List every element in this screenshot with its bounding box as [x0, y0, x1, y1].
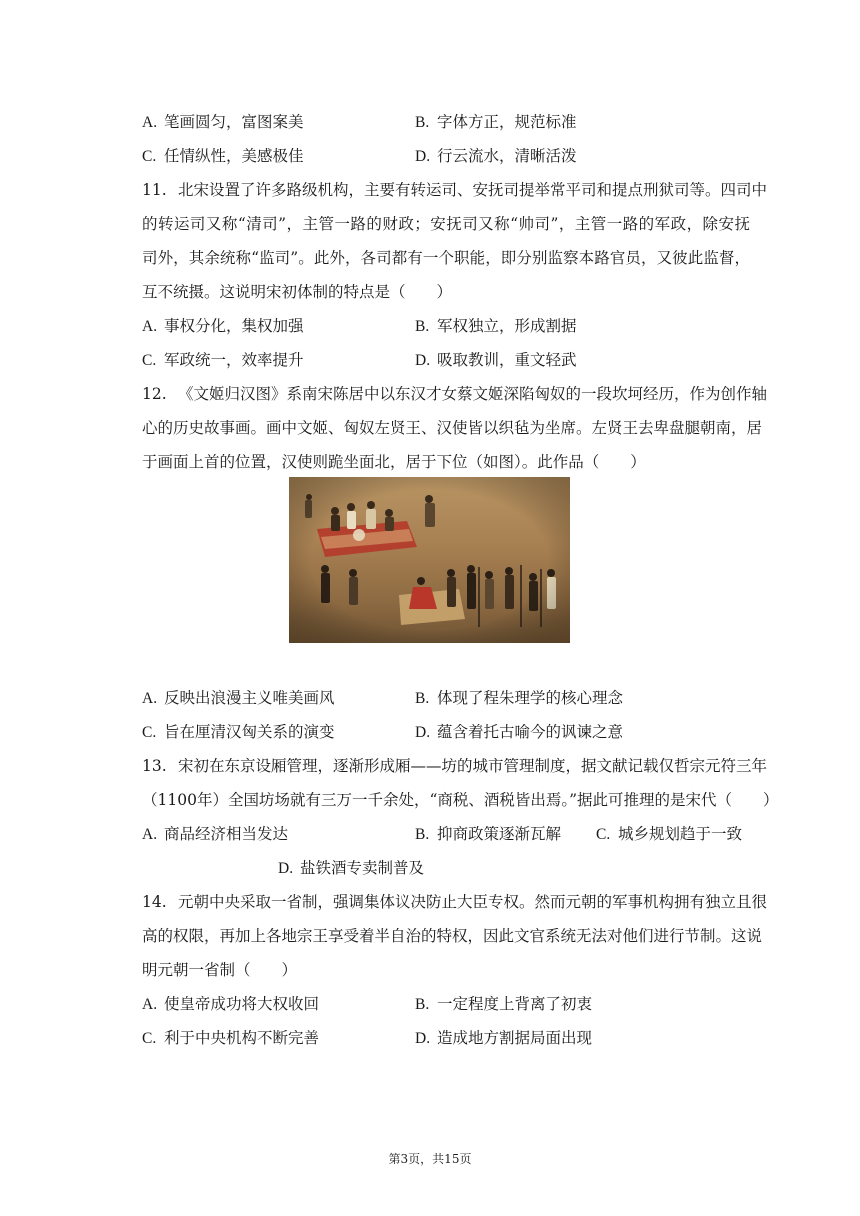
q13-option-a[interactable]: A. 商品经济相当发达: [142, 825, 289, 843]
q11-option-a[interactable]: A. 事权分化，集权加强: [142, 317, 304, 335]
q12-option-a[interactable]: A. 反映出浪漫主义唯美画风: [142, 689, 335, 707]
q13-option-d[interactable]: D. 盐铁酒专卖制普及: [278, 859, 425, 877]
q12-stem-line-2: 心的历史故事画。画中文姬、匈奴左贤王、汉使皆以织毡为坐席。左贤王去卑盘腿朝南，居: [142, 419, 763, 437]
q11-option-b[interactable]: B. 军权独立，形成割据: [415, 317, 577, 335]
q14-stem-line-2: 高的权限，再加上各地宗王享受着半自治的特权，因此文官系统无法对他们进行节制。这说: [142, 927, 763, 945]
q12-option-b[interactable]: B. 体现了程朱理学的核心理念: [415, 689, 624, 707]
q10-option-c[interactable]: C. 任情纵性，美感极佳: [142, 147, 304, 165]
q10-option-d[interactable]: D. 行云流水，清晰活泼: [415, 147, 577, 165]
q14-option-c[interactable]: C. 利于中央机构不断完善: [142, 1029, 320, 1047]
q10-option-b[interactable]: B. 字体方正，规范标准: [415, 113, 577, 131]
q14-stem-line-3: 明元朝一省制（ ）: [142, 961, 298, 979]
q11-stem-line-3: 司外，其余统称“监司”。此外，各司都有一个职能，即分别监察本路官员，又彼此监督，: [142, 249, 750, 267]
q14-stem-line-1: 14. 元朝中央采取一省制，强调集体议决防止大臣专权。然而元朝的军事机构拥有独立且很: [142, 893, 768, 911]
q10-option-a[interactable]: A. 笔画圆匀，富图案美: [142, 113, 304, 131]
q12-stem-line-3: 于画面上首的位置，汉使则跪坐面北，居于下位（如图）。此作品（ ）: [142, 453, 646, 471]
q14-option-d[interactable]: D. 造成地方割据局面出现: [415, 1029, 593, 1047]
q14-option-a[interactable]: A. 使皇帝成功将大权收回: [142, 995, 320, 1013]
q12-option-d[interactable]: D. 蕴含着托古喻今的讽谏之意: [415, 723, 624, 741]
wenji-return-painting: [289, 477, 570, 643]
q11-stem-line-2: 的转运司又称“清司”，主管一路的财政；安抚司又称“帅司”，主管一路的军政，除安抚: [142, 215, 750, 233]
q13-option-c[interactable]: C. 城乡规划趋于一致: [596, 825, 743, 843]
q13-stem-line-1: 13. 宋初在东京设厢管理，逐渐形成厢——坊的城市管理制度，据文献记载仅哲宗元符三年: [142, 757, 768, 775]
q11-stem-line-4: 互不统摄。这说明宋初体制的特点是（ ）: [142, 283, 453, 301]
q12-option-c[interactable]: C. 旨在厘清汉匈关系的演变: [142, 723, 335, 741]
q12-stem-line-1: 12. 《文姬归汉图》系南宋陈居中以东汉才女蔡文姬深陷匈奴的一段坎坷经历，作为创作轴: [142, 385, 768, 403]
q11-option-d[interactable]: D. 吸取教训，重文轻武: [415, 351, 577, 369]
q13-option-b[interactable]: B. 抑商政策逐渐瓦解: [415, 825, 562, 843]
page-number-footer: 第3页，共15页: [388, 1152, 472, 1166]
q11-stem-line-1: 11. 北宋设置了许多路级机构，主要有转运司、安抚司提举常平司和提点刑狱司等。四司中: [142, 181, 768, 199]
q13-stem-line-2: （1100年）全国坊场就有三万一千余处，“商税、酒税皆出焉。”据此可推理的是宋代（ ）: [142, 791, 779, 809]
q11-option-c[interactable]: C. 军政统一，效率提升: [142, 351, 304, 369]
q14-option-b[interactable]: B. 一定程度上背离了初衷: [415, 995, 593, 1013]
